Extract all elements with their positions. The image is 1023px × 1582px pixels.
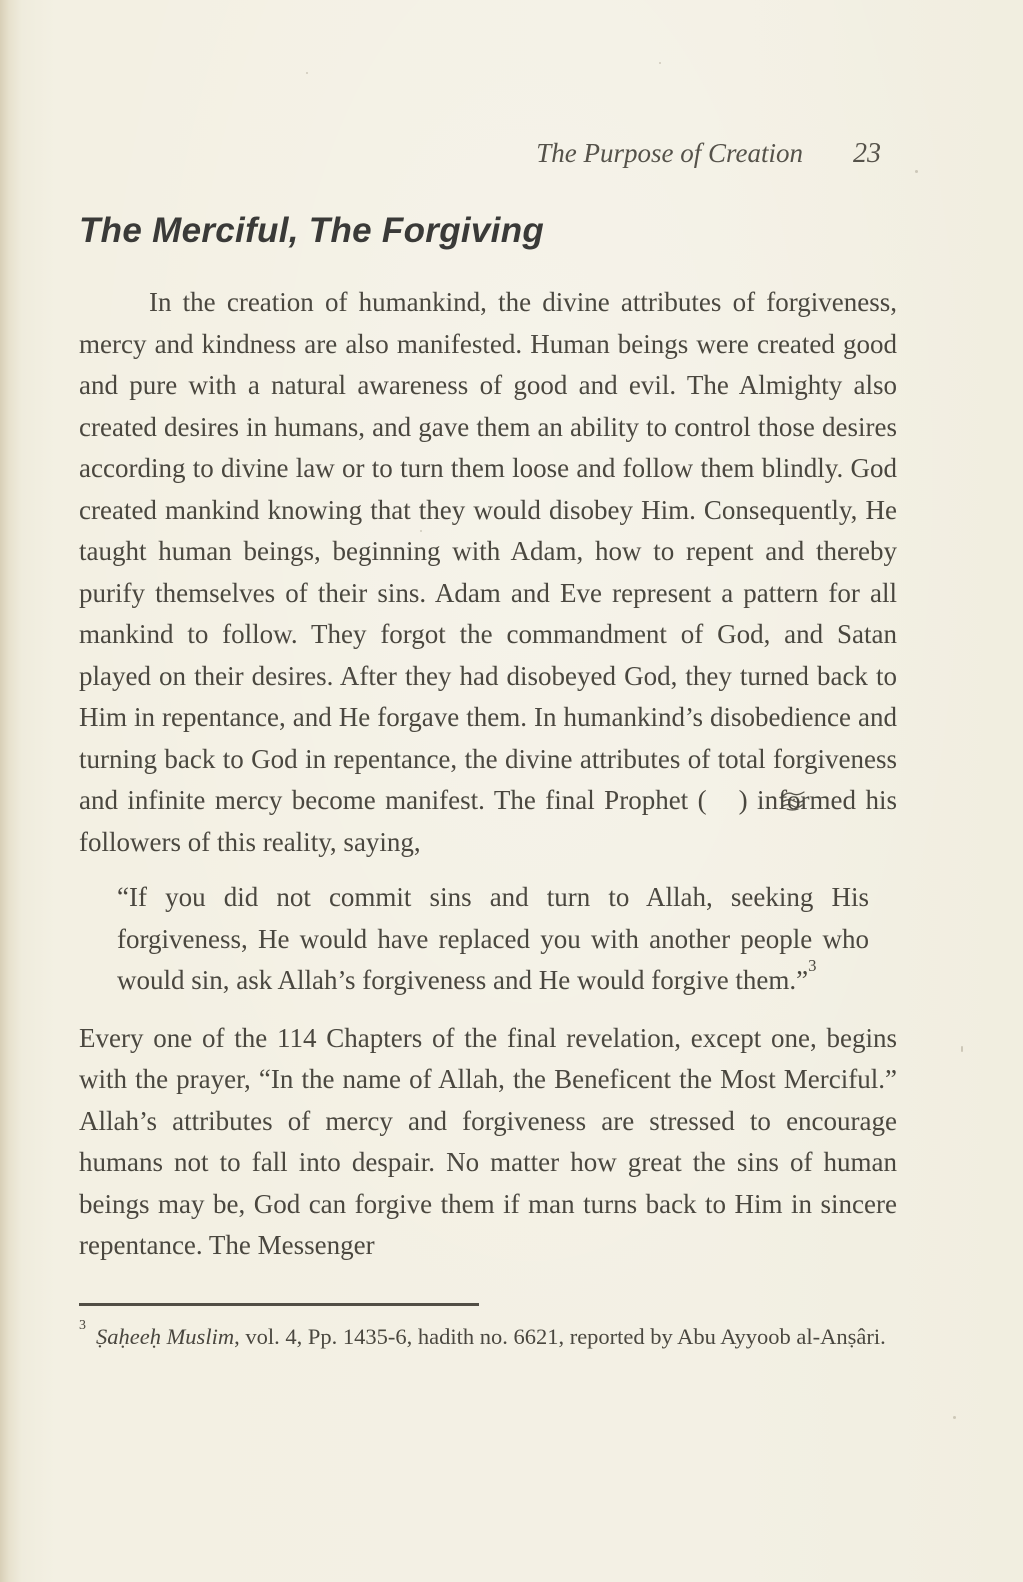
paragraph-1 xyxy=(79,282,897,863)
footnote-marker: 3 xyxy=(79,1317,86,1333)
page-number: 23 xyxy=(853,138,881,169)
scan-speck xyxy=(953,1416,956,1419)
paragraph-2: Every one of the 114 Chapters of the final revelation, except one, begins with the prayer, “In the name of Allah, the Beneficent the Most Merciful.” Allah’s attributes of mercy and forgiveness are stressed to encourage humans not to fall into despair. No matter how great the sins of human beings may be, God can forgive them if man turns back to Him in sincere repentance. The Messenger xyxy=(79,1022,897,1260)
scan-speck xyxy=(961,1046,963,1052)
text-column xyxy=(79,0,897,1354)
running-title: The Purpose of Creation xyxy=(536,138,803,168)
footnote-rule xyxy=(79,1303,479,1306)
scan-speck xyxy=(659,62,661,64)
section-title: The Merciful, The Forgiving xyxy=(79,211,545,250)
scan-speck xyxy=(915,170,918,173)
scan-speck xyxy=(306,72,308,74)
footnote-text xyxy=(79,1317,897,1355)
pbuh-symbol-icon xyxy=(708,784,738,808)
footnote-reference: 3 xyxy=(808,955,817,975)
paragraph-1-text-before: In the creation of humankind, the divine attributes of forgiveness, mercy and kindness are also manifested. Human beings were created good and pure with a natural awareness of good and evil. The Almighty also created desires in humans, and gave them an ability to control those desires according to divine law or to turn them loose and follow them blindly. God created mankind knowing that they would disobey Him. Consequently, He taught human beings, beginning with Adam, how to repent and thereby purify themselves of their sins. Adam and Eve represent a pattern for all mankind to follow. They forgot the commandment of God, and Satan played on their desires. After they had disobeyed God, they turned back to Him in repentance, and He forgave them. In humankind’s disobedience and turning back to God in repentance, the divine attributes of total forgiveness and infinite mercy become manifest. The final Prophet ( xyxy=(79,287,897,815)
footnote-citation: , vol. 4, Pp. 1435-6, hadith no. 6621, reported by Abu Ayyoob al-Anṣâri. xyxy=(234,1323,886,1349)
hadith-quote-text: “If you did not commit sins and turn to Allah, seeking His forgiveness, He would have replaced you with another people who would sin, ask Allah’s forgiveness and He would forgive them.” xyxy=(117,882,869,995)
paragraph-1-text-after: ) informed his followers of this reality, saying, xyxy=(79,785,897,857)
footnote-block xyxy=(79,1303,897,1355)
hadith-quote xyxy=(117,877,869,1002)
footnote-source-title: Ṣaḥeeḥ Muslim xyxy=(95,1323,235,1349)
scan-speck xyxy=(420,530,422,532)
running-header xyxy=(79,138,897,169)
